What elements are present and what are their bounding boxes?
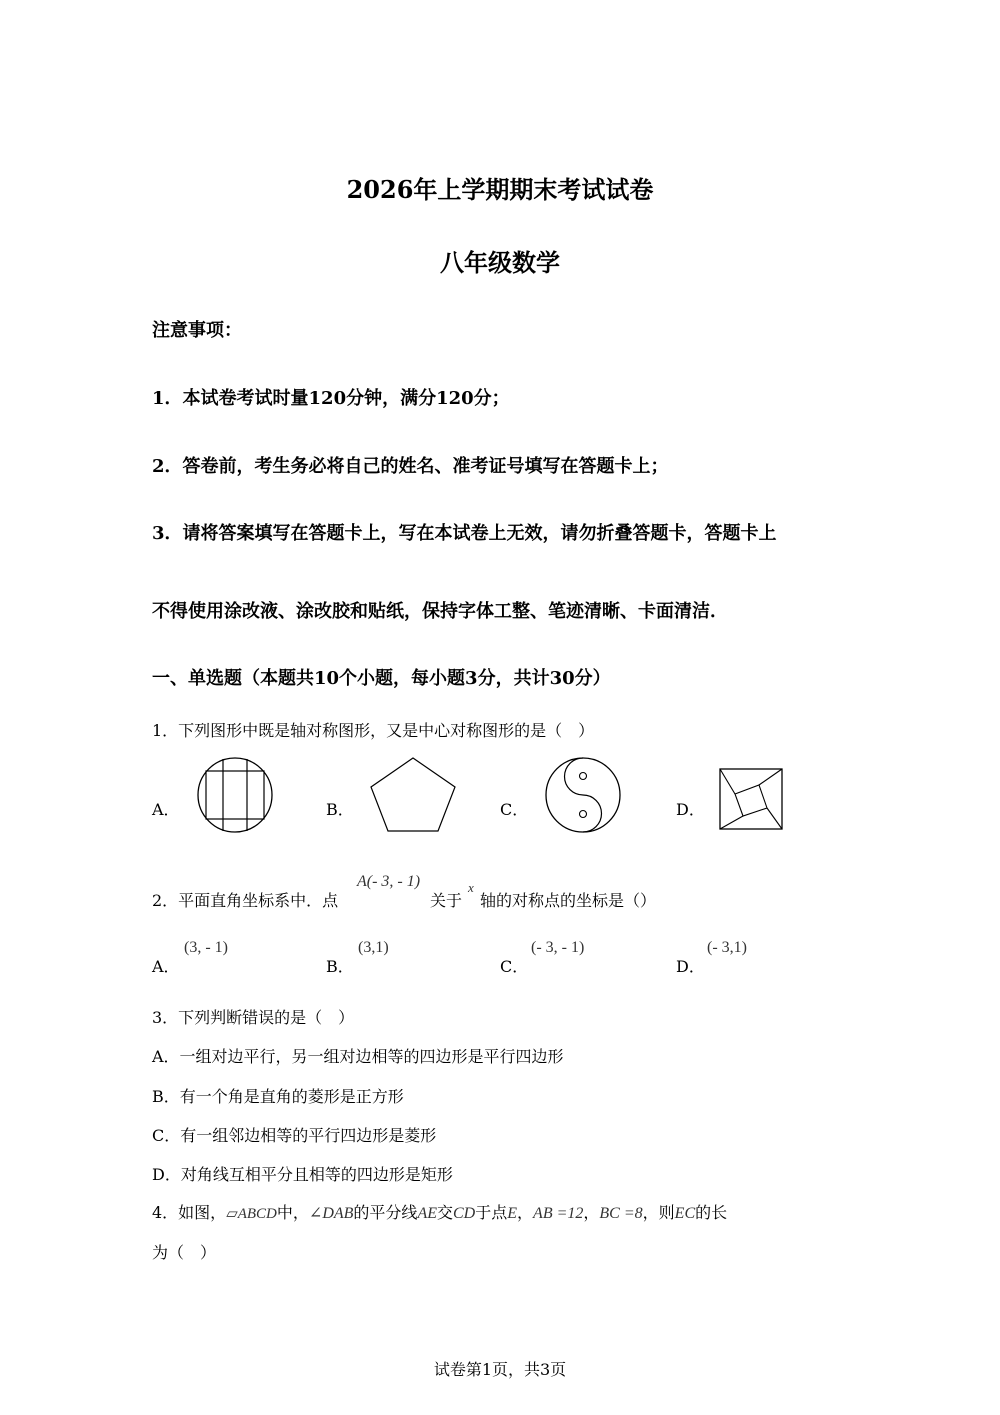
yin-yang-icon <box>543 756 623 834</box>
q2-option-a-value: (3, - 1) <box>184 939 228 956</box>
notice-heading: 注意事项： <box>152 320 242 341</box>
notice-item-2: 2．答卷前，考生务必将自己的姓名、准考证号填写在答题卡上； <box>152 456 669 477</box>
pentagon-icon <box>368 756 458 834</box>
q4-text-9: 的长 <box>695 1203 728 1222</box>
q2-option-c-value: (- 3, - 1) <box>531 939 585 956</box>
question-3-stem: 3．下列判断错误的是（ ） <box>152 1008 355 1027</box>
page-footer: 试卷第1页，共3页 <box>433 1360 567 1379</box>
notice-item-3-line-1: 3．请将答案填写在答题卡上，写在本试卷上无效，请勿折叠答题卡，答题卡上 <box>152 523 777 544</box>
q2-option-b-label: B． <box>326 957 354 976</box>
q4-text-2: 中， <box>276 1203 309 1222</box>
q2-option-a-label: A． <box>152 957 180 976</box>
q4-text-3: 的平分线 <box>353 1203 418 1222</box>
pinwheel-square-icon <box>719 768 784 831</box>
page-subtitle: 八年级数学 <box>440 248 560 277</box>
notice-item-1: 1．本试卷考试时量120分钟，满分120分； <box>152 388 510 409</box>
q4-segment-ec: EC <box>674 1205 696 1222</box>
q4-angle-dab: ∠DAB <box>308 1205 354 1222</box>
q2-option-d-label: D． <box>676 957 705 976</box>
q4-text-8: ，则 <box>642 1203 675 1222</box>
page-title: 2026年上学期期末考试试卷 <box>346 175 654 204</box>
circle-with-inscribed-square-icon <box>194 756 276 834</box>
q1-option-b-label: B． <box>326 800 354 819</box>
q3-option-a: A．一组对边平行，另一组对边相等的四边形是平行四边形 <box>152 1047 564 1066</box>
q3-option-b: B．有一个角是直角的菱形是正方形 <box>152 1087 404 1106</box>
q4-text-1: 4．如图， <box>152 1203 227 1222</box>
q2-option-c-label: C． <box>500 957 529 976</box>
q3-option-c: C．有一组邻边相等的平行四边形是菱形 <box>152 1126 437 1145</box>
q4-text-6: ， <box>517 1203 534 1222</box>
section-heading: 一、单选题（本题共10个小题，每小题3分，共计30分） <box>152 668 611 689</box>
q4-text-7: ， <box>583 1203 600 1222</box>
q4-ab-length: AB =12 <box>533 1205 584 1222</box>
q4-bc-length: BC =8 <box>599 1205 643 1222</box>
question-2-stem-part-3: 轴的对称点的坐标是（） <box>480 891 657 910</box>
question-2-stem-part-1: 2．平面直角坐标系中．点 <box>152 891 339 910</box>
question-4-line-2: 为（ ） <box>152 1243 217 1262</box>
question-1-stem: 1．下列图形中既是轴对称图形，又是中心对称图形的是（ ） <box>152 721 595 740</box>
q2-option-d-value: (- 3,1) <box>707 939 747 956</box>
q4-parallelogram-abcd: ▱ABCD <box>226 1206 277 1222</box>
q1-option-d-label: D． <box>676 800 705 819</box>
q1-option-c-label: C． <box>500 800 529 819</box>
q4-text-4: 交 <box>436 1203 453 1222</box>
q4-point-e: E <box>507 1205 518 1222</box>
question-4-line-1 <box>152 1200 727 1223</box>
question-2-stem-part-2: 关于 <box>430 891 463 910</box>
notice-item-3-line-2: 不得使用涂改液、涂改胶和贴纸，保持字体工整、笔迹清晰、卡面清洁． <box>152 601 728 622</box>
question-2-axis: x <box>468 880 474 895</box>
q4-segment-ae: AE <box>417 1205 437 1222</box>
q1-option-a-label: A． <box>152 800 180 819</box>
q3-option-d: D．对角线互相平分且相等的四边形是矩形 <box>152 1165 453 1184</box>
q2-option-b-value: (3,1) <box>358 939 389 956</box>
q4-segment-cd: CD <box>453 1205 476 1222</box>
q4-text-5: 于点 <box>475 1203 508 1222</box>
question-2-point: A(- 3, - 1) <box>357 873 421 890</box>
